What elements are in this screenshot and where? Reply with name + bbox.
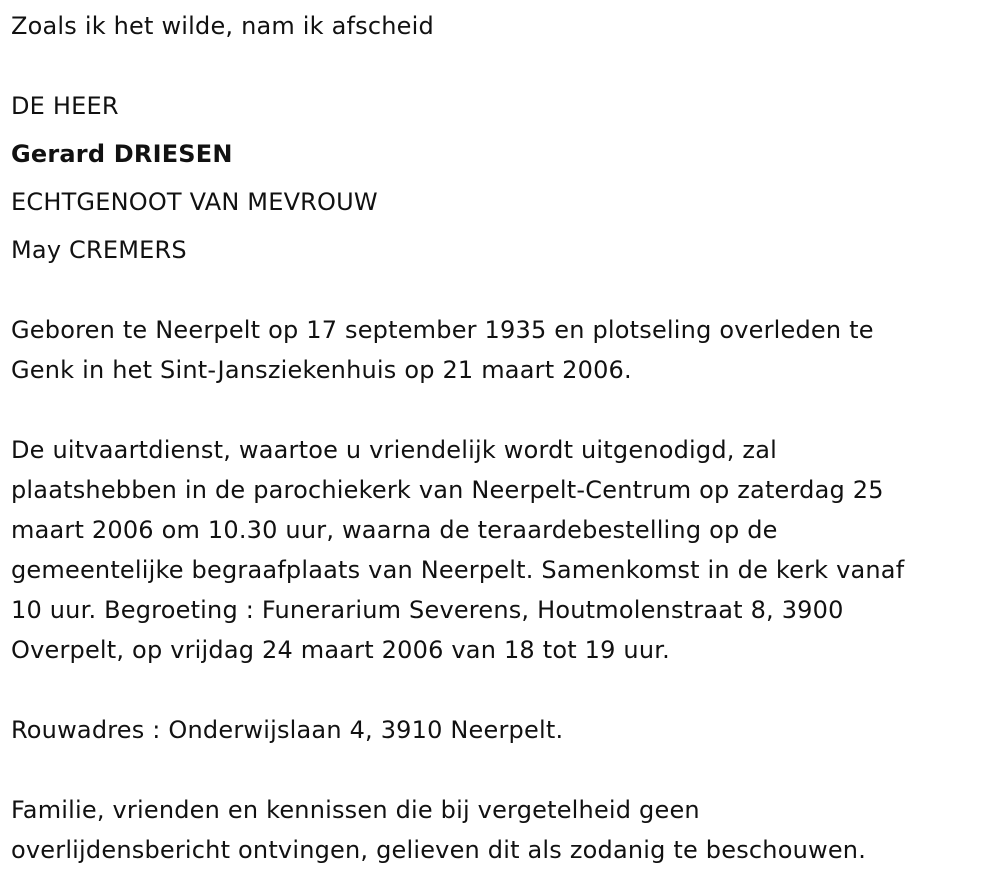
opening-line: Zoals ik het wilde, nam ik afscheid	[11, 12, 434, 40]
funeral-line: plaatshebben in de parochiekerk van Neerpelt-Centrum op zaterdag 25	[11, 476, 884, 504]
spouse-name: May CREMERS	[11, 236, 187, 264]
funeral-line: gemeentelijke begraafplaats van Neerpelt. Samenkomst in de kerk vanaf	[11, 556, 905, 584]
funeral-paragraph	[11, 430, 986, 670]
closing-line: Familie, vrienden en kennissen die bij vergetelheid geen	[11, 796, 700, 824]
funeral-line: Overpelt, op vrijdag 24 maart 2006 van 18 tot 19 uur.	[11, 636, 670, 664]
birth-death-line: Geboren te Neerpelt op 17 september 1935 en plotseling overleden te	[11, 316, 874, 344]
mourning-address: Rouwadres : Onderwijslaan 4, 3910 Neerpelt.	[11, 716, 564, 744]
title-line: DE HEER	[11, 92, 119, 120]
closing-line: overlijdensbericht ontvingen, gelieven dit als zodanig te beschouwen.	[11, 836, 867, 864]
funeral-line: 10 uur. Begroeting : Funerarium Severens, Houtmolenstraat 8, 3900	[11, 596, 844, 624]
funeral-line: De uitvaartdienst, waartoe u vriendelijk wordt uitgenodigd, zal	[11, 436, 778, 464]
closing-paragraph	[11, 790, 986, 870]
deceased-name: Gerard DRIESEN	[11, 140, 233, 168]
birth-death-line: Genk in het Sint-Jansziekenhuis op 21 maart 2006.	[11, 356, 632, 384]
funeral-line: maart 2006 om 10.30 uur, waarna de teraardebestelling op de	[11, 516, 778, 544]
relation-line: ECHTGENOOT VAN MEVROUW	[11, 188, 378, 216]
birth-death-paragraph	[11, 310, 986, 390]
